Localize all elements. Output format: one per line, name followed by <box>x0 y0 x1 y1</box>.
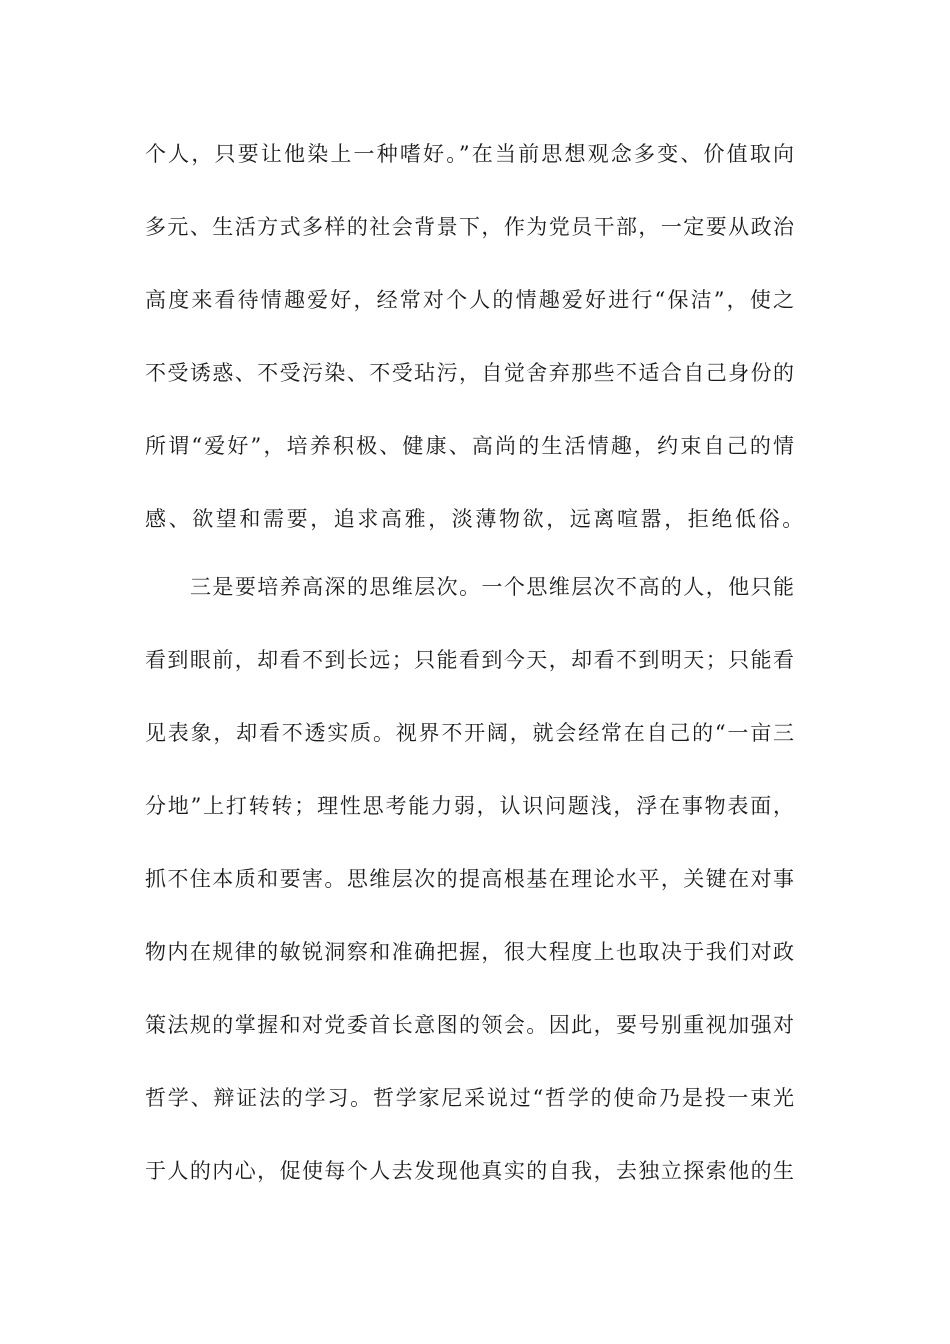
text-line: 高度来看待情趣爱好，经常对个人的情趣爱好进行“保洁”，使之 <box>145 288 795 312</box>
text-line: 策法规的掌握和对党委首长意图的领会。因此，要号别重视加强对 <box>145 1013 795 1037</box>
text-line: 于人的内心，促使每个人去发现他真实的自我，去独立探索他的生 <box>145 1159 795 1183</box>
text-line: 哲学、辩证法的学习。哲学家尼采说过“哲学的使命乃是投一束光 <box>145 1086 795 1110</box>
text-line: 感、欲望和需要，追求高雅，淡薄物欲，远离喧嚣，拒绝低俗。 <box>145 507 806 531</box>
text-line: 抓不住本质和要害。思维层次的提高根基在理论水平，关键在对事 <box>145 867 795 891</box>
text-line: 不受诱惑、不受污染、不受玷污，自觉舍弃那些不适合自己身份的 <box>145 361 795 385</box>
text-line: 多元、生活方式多样的社会背景下，作为党员干部，一定要从政治 <box>145 215 795 239</box>
text-line: 看到眼前，却看不到长远；只能看到今天，却看不到明天；只能看 <box>145 648 795 672</box>
text-line: 个人，只要让他染上一种嗜好。”在当前思想观念多变、价值取向 <box>145 142 795 166</box>
text-line: 见表象，却看不透实质。视界不开阔，就会经常在自己的“一亩三 <box>145 721 795 745</box>
text-line: 分地”上打转转；理性思考能力弱，认识问题浅，浮在事物表面， <box>145 794 795 818</box>
paragraph-first-line: 三是要培养高深的思维层次。一个思维层次不高的人，他只能 <box>190 575 795 599</box>
text-line: 所谓“爱好”，培养积极、健康、高尚的生活情趣，约束自己的情 <box>145 434 795 458</box>
text-line: 物内在规律的敏锐洞察和准确把握，很大程度上也取决于我们对政 <box>145 940 795 964</box>
